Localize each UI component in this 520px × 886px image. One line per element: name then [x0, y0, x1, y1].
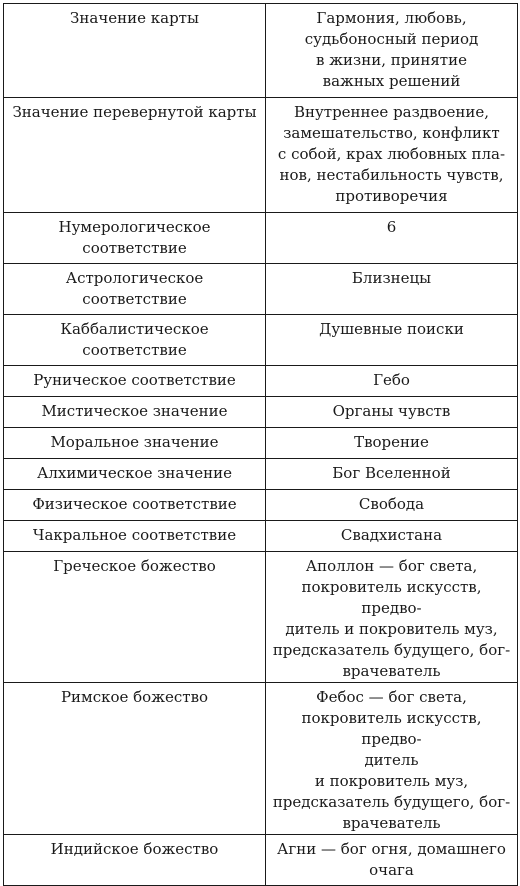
- row-label: Руническое соответствие: [4, 366, 266, 397]
- row-value: Душевные поиски: [266, 315, 518, 366]
- table-row: [4, 552, 518, 683]
- table-row: [4, 835, 518, 886]
- row-label: Каббалистическое соответствие: [4, 315, 266, 366]
- row-value: Близнецы: [266, 264, 518, 315]
- row-label: Индийское божество: [4, 835, 266, 886]
- table-row: [4, 213, 518, 264]
- row-value: 6: [266, 213, 518, 264]
- row-label: Физическое соответствие: [4, 490, 266, 521]
- row-value: Аполлон — бог света, покровитель искусств, предво- дитель и покровитель муз, предсказатель будущего, бог- врачеватель: [266, 552, 518, 683]
- row-label: Алхимическое значение: [4, 459, 266, 490]
- row-value: Фебос — бог света, покровитель искусств, предво- дитель и покровитель муз, предсказатель будущего, бог- врачеватель: [266, 683, 518, 835]
- row-value: Гебо: [266, 366, 518, 397]
- row-value: Гармония, любовь, судьбоносный период в жизни, принятие важных решений: [266, 4, 518, 98]
- table-row: [4, 264, 518, 315]
- table-row: [4, 98, 518, 213]
- table-row: [4, 397, 518, 428]
- row-value: Свадхистана: [266, 521, 518, 552]
- table-row: [4, 4, 518, 98]
- row-label: Значение перевернутой карты: [4, 98, 266, 213]
- row-value: Свобода: [266, 490, 518, 521]
- row-label: Нумерологическое соответствие: [4, 213, 266, 264]
- card-correspondence-table: [3, 3, 518, 886]
- row-label: Римское божество: [4, 683, 266, 835]
- table-row: [4, 521, 518, 552]
- table-row: [4, 428, 518, 459]
- table-row: [4, 490, 518, 521]
- row-label: Греческое божество: [4, 552, 266, 683]
- row-label: Мистическое значение: [4, 397, 266, 428]
- row-value: Творение: [266, 428, 518, 459]
- row-label: Чакральное соответствие: [4, 521, 266, 552]
- row-label: Астрологическое соответствие: [4, 264, 266, 315]
- row-value: Бог Вселенной: [266, 459, 518, 490]
- table-row: [4, 315, 518, 366]
- row-value: Внутреннее раздвоение, замешательство, конфликт с собой, крах любовных пла- нов, нестабильность чувств, противоречия: [266, 98, 518, 213]
- table-row: [4, 683, 518, 835]
- table-row: [4, 366, 518, 397]
- row-value: Органы чувств: [266, 397, 518, 428]
- row-label: Моральное значение: [4, 428, 266, 459]
- table-row: [4, 459, 518, 490]
- row-value: Агни — бог огня, домашнего очага: [266, 835, 518, 886]
- row-label: Значение карты: [4, 4, 266, 98]
